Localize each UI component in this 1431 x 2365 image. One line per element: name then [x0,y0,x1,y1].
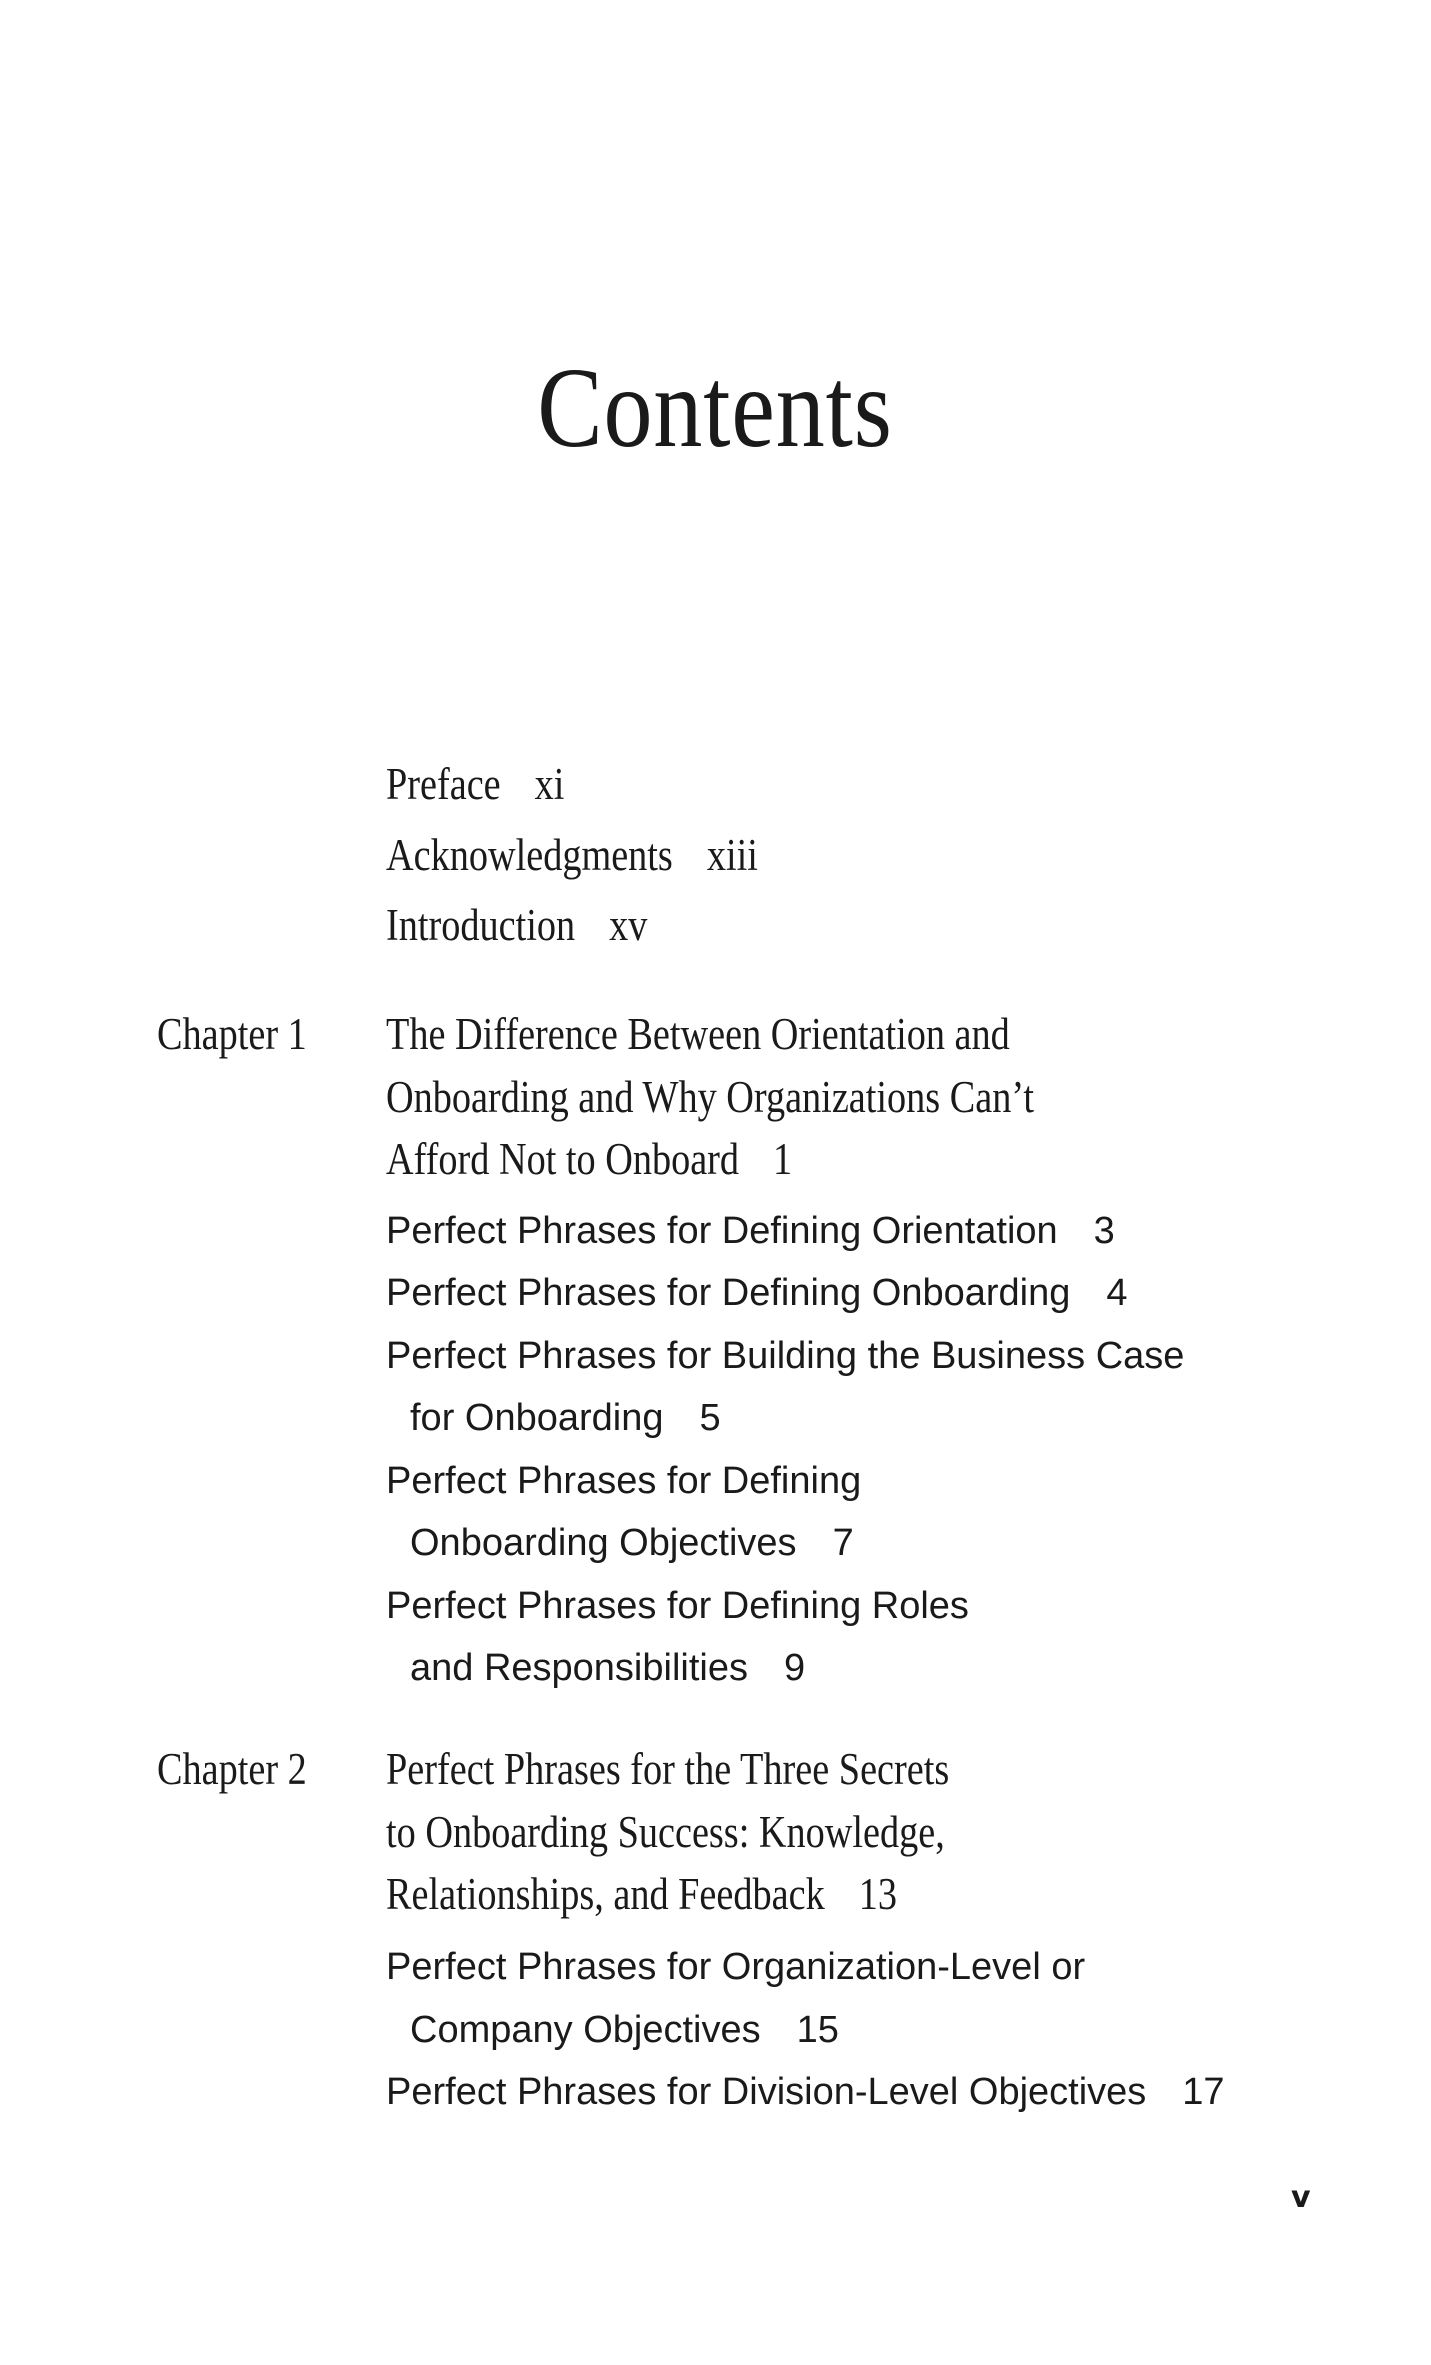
toc-entry-label: Acknowledgments [386,830,673,880]
section-entry-continued[interactable] [410,1397,721,1440]
section-entry-continued[interactable] [410,2009,839,2052]
section-text: and Responsibilities [410,1647,748,1689]
section-entry[interactable] [386,1272,1128,1315]
section-page: 7 [832,1522,854,1564]
section-page: 9 [783,1647,806,1689]
chapter-page: 13 [858,1869,897,1919]
section-entry[interactable] [386,1210,1115,1253]
toc-entry-label: Preface [386,759,501,809]
section-entry[interactable] [386,2071,1225,2114]
section-text: Onboarding Objectives [410,1522,797,1564]
chapter-title-line[interactable]: Perfect Phrases for the Three Secrets [386,1744,950,1794]
section-page: 5 [699,1397,721,1439]
section-page: 3 [1093,1210,1115,1252]
section-text: Company Objectives [410,2009,761,2051]
page-title: Contents [537,344,893,471]
chapter-title-line[interactable]: Onboarding and Why Organizations Can’t [386,1072,1035,1122]
chapter-label: Chapter 2 [157,1744,307,1794]
section-entry[interactable]: Perfect Phrases for Organization-Level or [386,1946,1086,1988]
chapter-label: Chapter 1 [157,1009,307,1059]
chapter-title-text: Afford Not to Onboard [386,1134,740,1184]
section-text: Perfect Phrases for Defining Onboarding [386,1272,1071,1314]
page-folio: v [1291,2180,1311,2215]
section-text: for Onboarding [410,1397,664,1439]
chapter-title-line[interactable] [386,1868,897,1920]
toc-entry-page: xiii [706,830,758,880]
chapter-title-line[interactable]: The Difference Between Orientation and [386,1009,1010,1059]
section-page: 17 [1182,2071,1225,2113]
chapter-title-line[interactable] [386,1133,792,1185]
section-entry[interactable]: Perfect Phrases for Defining Roles [386,1585,969,1627]
toc-entry-page: xi [534,759,565,809]
chapter-page: 1 [773,1134,793,1184]
toc-entry-acknowledgments[interactable] [386,829,758,881]
section-entry[interactable]: Perfect Phrases for Defining [386,1460,862,1502]
toc-entry-page: xv [609,900,648,950]
section-entry[interactable]: Perfect Phrases for Building the Business Case [386,1335,1185,1377]
section-page: 4 [1106,1272,1128,1314]
toc-entry-label: Introduction [386,900,576,950]
chapter-title-text: Relationships, and Feedback [386,1869,825,1919]
section-text: Perfect Phrases for Defining Orientation [386,1210,1058,1252]
toc-entry-introduction[interactable] [386,899,647,951]
section-page: 15 [796,2009,839,2051]
toc-entry-preface[interactable] [386,758,564,810]
section-entry-continued[interactable] [410,1647,805,1690]
chapter-title-line[interactable]: to Onboarding Success: Knowledge, [386,1807,945,1857]
section-text: Perfect Phrases for Division-Level Objectives [386,2071,1147,2113]
section-entry-continued[interactable] [410,1522,854,1565]
